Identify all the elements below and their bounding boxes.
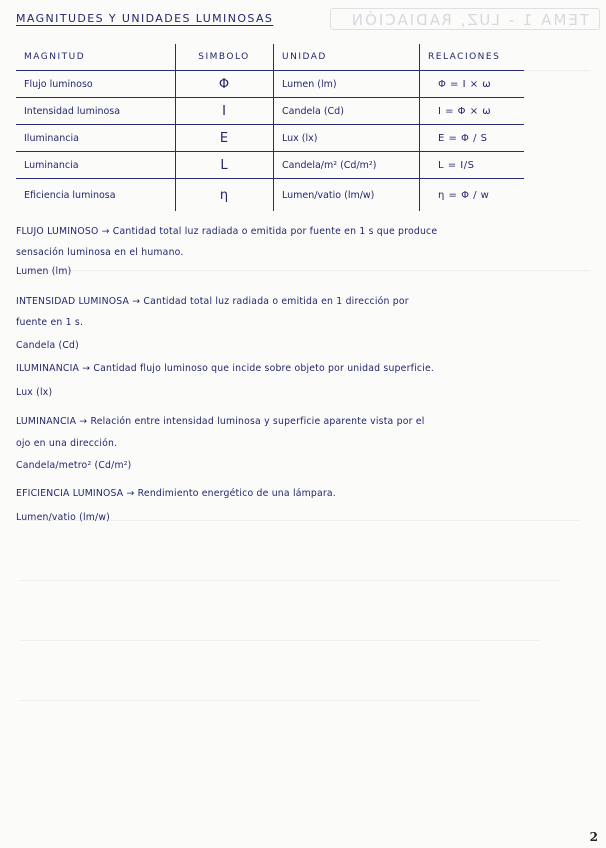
cell-simbolo: η <box>176 179 274 212</box>
cell-simbolo: Φ <box>176 71 274 98</box>
cell-unidad: Candela/m² (Cd/m²) <box>274 152 420 179</box>
bleed-line <box>20 580 560 581</box>
table-row <box>16 152 524 179</box>
table-row <box>16 179 524 212</box>
definition-iluminancia-line1: ILUMINANCIA → Cantidad flujo luminoso que incide sobre objeto por unidad superficie. <box>16 363 435 374</box>
reverse-side-header: TEMA 1 - LUZ, RADIACIÓN <box>330 8 600 30</box>
magnitudes-table <box>16 44 524 211</box>
definition-iluminancia-unit: Lux (lx) <box>16 387 53 398</box>
header-unidad: UNIDAD <box>274 44 420 71</box>
cell-relacion: E = Φ / S <box>420 125 525 152</box>
cell-relacion: I = Φ × ω <box>420 98 525 125</box>
bleed-line <box>20 700 480 701</box>
bleed-line <box>20 270 590 271</box>
table-header-row <box>16 44 524 71</box>
definition-intensidad-unit: Candela (Cd) <box>16 340 79 351</box>
definition-flujo-line2: sensación luminosa en el humano. <box>16 247 184 258</box>
cell-unidad: Lumen (lm) <box>274 71 420 98</box>
definition-flujo-line1: FLUJO LUMINOSO → Cantidad total luz radiada o emitida por fuente en 1 s que produce <box>16 226 438 237</box>
header-relaciones: RELACIONES <box>420 44 525 71</box>
cell-magnitud: Intensidad luminosa <box>16 98 176 125</box>
definition-intensidad-line2: fuente en 1 s. <box>16 317 84 328</box>
cell-magnitud: Luminancia <box>16 152 176 179</box>
definition-luminancia-line1: LUMINANCIA → Relación entre intensidad luminosa y superficie aparente vista por el <box>16 416 425 427</box>
cell-unidad: Candela (Cd) <box>274 98 420 125</box>
definition-eficiencia-line1: EFICIENCIA LUMINOSA → Rendimiento energético de una lámpara. <box>16 488 336 499</box>
cell-magnitud: Iluminancia <box>16 125 176 152</box>
header-magnitud: MAGNITUD <box>16 44 176 71</box>
definition-intensidad-line1: INTENSIDAD LUMINOSA → Cantidad total luz radiada o emitida en 1 dirección por <box>16 296 409 307</box>
cell-simbolo: L <box>176 152 274 179</box>
cell-unidad: Lux (lx) <box>274 125 420 152</box>
page-title: MAGNITUDES Y UNIDADES LUMINOSAS <box>16 12 274 25</box>
table-row <box>16 125 524 152</box>
cell-magnitud: Eficiencia luminosa <box>24 189 116 201</box>
cell-relacion: L = I/S <box>420 152 525 179</box>
cell-simbolo: I <box>176 98 274 125</box>
table-row <box>16 98 524 125</box>
cell-magnitud: Flujo luminoso <box>16 71 176 98</box>
table-row <box>16 71 524 98</box>
definition-luminancia-line2: ojo en una dirección. <box>16 438 118 449</box>
definition-eficiencia-unit: Lumen/vatio (lm/w) <box>16 512 111 523</box>
header-simbolo: SIMBOLO <box>176 44 274 71</box>
bleed-line <box>20 640 540 641</box>
cell-relacion: Φ = I × ω <box>420 71 525 98</box>
definition-luminancia-unit: Candela/metro² (Cd/m²) <box>16 460 132 471</box>
page-number: 2 <box>589 830 598 844</box>
cell-relacion: η = Φ / w <box>420 179 525 212</box>
cell-simbolo: E <box>176 125 274 152</box>
cell-unidad: Lumen/vatio (lm/w) <box>274 179 420 212</box>
definition-flujo-unit: Lumen (lm) <box>16 266 72 277</box>
